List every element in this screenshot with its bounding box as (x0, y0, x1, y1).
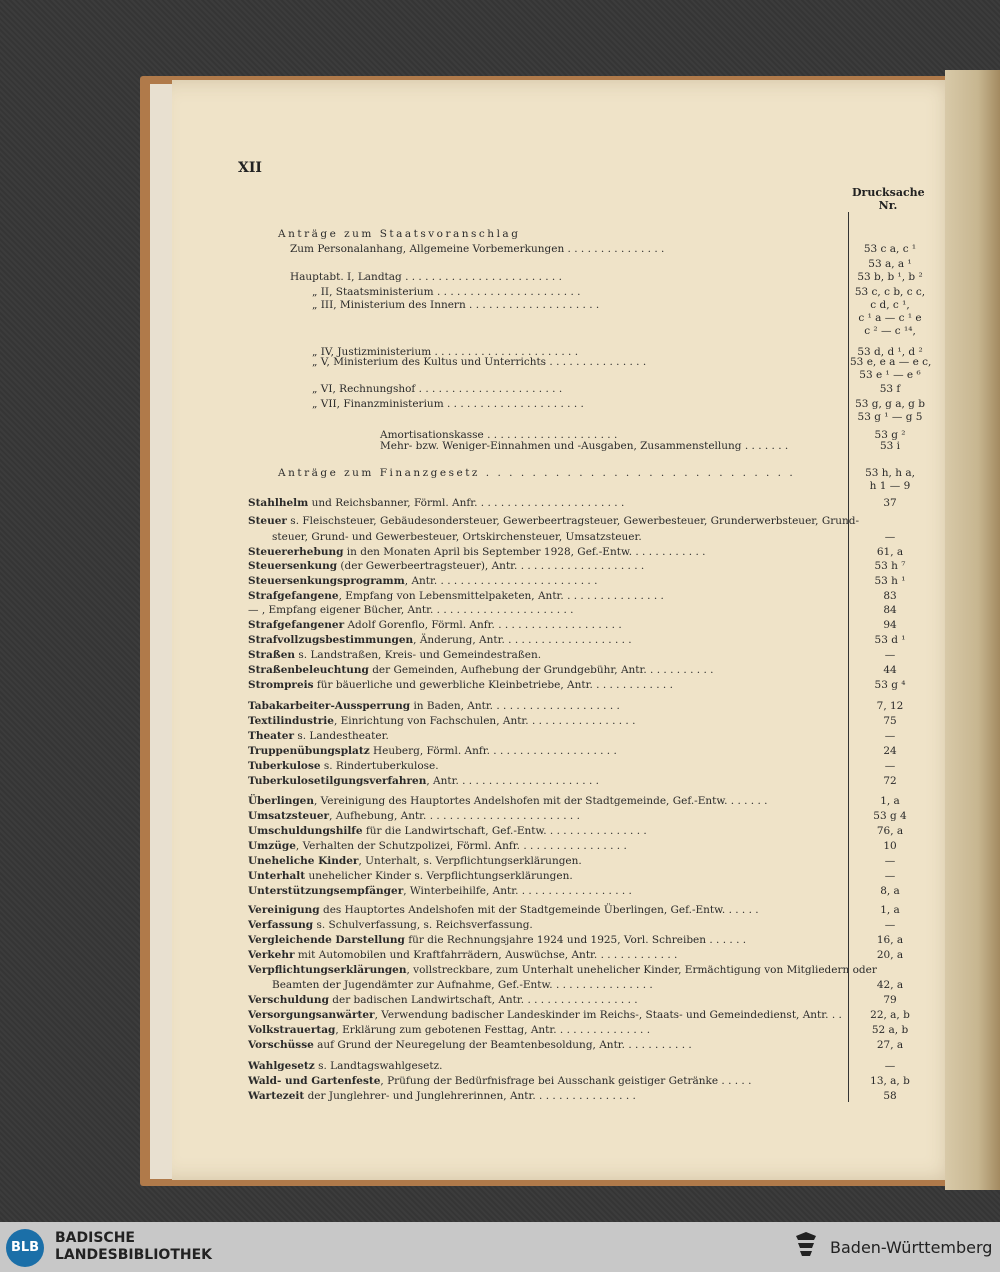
index-row (0, 228, 1000, 243)
entry-number: 20, a (876, 949, 904, 961)
entry-number: 1, a (880, 904, 900, 916)
entry-number: 83 (883, 590, 897, 602)
index-row (0, 649, 1000, 664)
entry-number: — (884, 919, 896, 931)
entry-text: Straßen s. Landstraßen, Kreis- und Gemeindestraßen. (248, 649, 542, 661)
index-row (0, 634, 1000, 649)
index-row (0, 855, 1000, 870)
entry-number: — (884, 870, 896, 882)
index-row (0, 383, 1000, 398)
entry-text: Steuersenkungsprogramm, Antr. . . . . . . . . . . . . . . . . . . . . . . . . (248, 575, 598, 587)
entry-text: Umschuldungshilfe für die Landwirtschaft, Gef.-Entw. . . . . . . . . . . . . . . . (248, 825, 647, 837)
entry-number: 52 a, b (871, 1024, 909, 1036)
entry-number: — (884, 730, 896, 742)
index-row (0, 440, 1000, 455)
index-row (0, 904, 1000, 919)
index-row (0, 934, 1000, 949)
entry-text: Hauptabt. I, Landtag . . . . . . . . . . . . . . . . . . . . . . . . (290, 271, 562, 283)
entry-text: „ V, Ministerium des Kultus und Unterrichts . . . . . . . . . . . . . . . (312, 356, 647, 368)
entry-number: 24 (883, 745, 897, 757)
entry-number: 53 g, g a, g b (855, 398, 925, 410)
entry-number: — (884, 649, 896, 661)
entry-text: Truppenübungsplatz Heuberg, Förml. Anfr. . . . . . . . . . . . . . . . . . . . (248, 745, 617, 757)
entry-text: „ VII, Finanzministerium . . . . . . . . . . . . . . . . . . . . . (312, 398, 584, 410)
index-row (0, 715, 1000, 730)
index-row (0, 919, 1000, 934)
entry-number: 53 g 4 (873, 810, 907, 822)
entry-text: Stahlhelm und Reichsbanner, Förml. Anfr. . . . . . . . . . . . . . . . . . . . . . . (248, 497, 625, 509)
entry-number: 53 b, b ¹, b ² (857, 271, 923, 283)
entry-text: Umzüge, Verhalten der Schutzpolizei, Förml. Anfr. . . . . . . . . . . . . . . . . (248, 840, 627, 852)
entry-text: Vorschüsse auf Grund der Neuregelung der Beamtenbesoldung, Antr. . . . . . . . . . . (248, 1039, 692, 1051)
entry-text: Wahlgesetz s. Landtagswahlgesetz. (248, 1060, 443, 1072)
entry-number: 53 c, c b, c c, (854, 286, 926, 298)
index-row (0, 1075, 1000, 1090)
entry-number: 53 c a, c ¹ (863, 243, 917, 255)
index-row (0, 1090, 1000, 1105)
entry-number: 53 h, h a, (865, 467, 915, 479)
entry-number: — (884, 1060, 896, 1072)
index-row (0, 795, 1000, 810)
index-row (0, 810, 1000, 825)
index-row (0, 515, 1000, 530)
index-row (0, 679, 1000, 694)
entry-number: 61, a (876, 546, 904, 558)
page-number: XII (238, 160, 262, 176)
entry-number: 7, 12 (876, 700, 904, 712)
index-row (0, 243, 1000, 258)
entry-number: c ² — c ¹⁴, (864, 325, 916, 337)
index-row (0, 840, 1000, 855)
entry-text: Verfassung s. Schulverfassung, s. Reichsverfassung. (248, 919, 533, 931)
index-row (0, 560, 1000, 575)
entry-text: Theater s. Landestheater. (248, 730, 389, 742)
entry-number: 53 a, a ¹ (868, 258, 912, 270)
entry-number: 53 d ¹ (874, 634, 906, 646)
index-row (0, 497, 1000, 512)
entry-text: Tabakarbeiter-Aussperrung in Baden, Antr. . . . . . . . . . . . . . . . . . . . (248, 700, 620, 712)
index-row (0, 271, 1000, 286)
entry-text: Beamten der Jugendämter zur Aufnahme, Gef.-Entw. . . . . . . . . . . . . . . . (272, 979, 653, 991)
entry-number: 37 (883, 497, 897, 509)
entry-text: Umsatzsteuer, Aufhebung, Antr. . . . . . . . . . . . . . . . . . . . . . . . (248, 810, 580, 822)
index-row (0, 1024, 1000, 1039)
entry-number: 53 e ¹ — e ⁶ (859, 369, 921, 381)
index-row (0, 1060, 1000, 1075)
index-row (0, 775, 1000, 790)
entry-number: — (884, 531, 896, 543)
entry-text: Steuersenkung (der Gewerbeertragsteuer), Antr. . . . . . . . . . . . . . . . . . . . (248, 560, 645, 572)
entry-number: 53 h ¹ (874, 575, 906, 587)
coat-of-arms-icon (792, 1230, 820, 1264)
index-row (0, 979, 1000, 994)
index-row (0, 964, 1000, 979)
entry-number: 53 g ⁴ (874, 679, 906, 691)
entry-number: 53 g ² (874, 429, 906, 441)
entry-text: Unterstützungsempfänger, Winterbeihilfe, Antr. . . . . . . . . . . . . . . . . . (248, 885, 632, 897)
entry-number: 22, a, b (870, 1009, 910, 1021)
entry-number: 8, a (880, 885, 900, 897)
entry-number: 75 (883, 715, 897, 727)
entry-text: Strafgefangene, Empfang von Lebensmittelpaketen, Antr. . . . . . . . . . . . . . . . (248, 590, 664, 602)
index-row (0, 546, 1000, 561)
entry-text: Strompreis für bäuerliche und gewerbliche Kleinbetriebe, Antr. . . . . . . . . . . . . (248, 679, 673, 691)
index-row (0, 1009, 1000, 1024)
index-row (0, 664, 1000, 679)
entry-number: 76, a (876, 825, 904, 837)
entry-text: Verschuldung der badischen Landwirtschaft, Antr. . . . . . . . . . . . . . . . . . (248, 994, 638, 1006)
entry-number: c d, c ¹, (870, 299, 910, 311)
index-row (0, 1039, 1000, 1054)
index-row (0, 325, 1000, 340)
library-name[interactable]: BADISCHE LANDESBIBLIOTHEK (55, 1230, 213, 1263)
entry-text: Wald- und Gartenfeste, Prüfung der Bedürfnisfrage bei Ausschank geistiger Getränke . . . . . (248, 1075, 752, 1087)
column-header-line2: Nr. (878, 199, 898, 212)
entry-number: 53 d, d ¹, d ² (857, 346, 923, 358)
entry-number: 53 e, e a — e c, (850, 356, 932, 368)
entry-text: Mehr- bzw. Weniger-Einnahmen und -Ausgaben, Zusammenstellung . . . . . . . (380, 440, 789, 452)
entry-text: Vereinigung des Hauptortes Andelshofen mit der Stadtgemeinde Überlingen, Gef.-Entw. . . . . . (248, 904, 759, 916)
index-row (0, 590, 1000, 605)
entry-text: Unterhalt unehelicher Kinder s. Verpflichtungserklärungen. (248, 870, 573, 882)
entry-number: 53 h ⁷ (874, 560, 906, 572)
entry-number: 53 g ¹ — g 5 (857, 411, 923, 423)
column-header-line1: Drucksache (852, 186, 925, 199)
entry-text: „ VI, Rechnungshof . . . . . . . . . . . . . . . . . . . . . . (312, 383, 563, 395)
index-row (0, 531, 1000, 546)
entry-number: 1, a (880, 795, 900, 807)
entry-number: 13, a, b (870, 1075, 910, 1087)
entry-number: 10 (883, 840, 897, 852)
entry-text: Tuberkulosetilgungsverfahren, Antr. . . . . . . . . . . . . . . . . . . . . . (248, 775, 599, 787)
entry-number: h 1 — 9 (869, 480, 911, 492)
index-row (0, 369, 1000, 384)
entry-text: Überlingen, Vereinigung des Hauptortes Andelshofen mit der Stadtgemeinde, Gef.-Entw. . . . . . . (248, 795, 768, 807)
entry-number: 79 (883, 994, 897, 1006)
entry-number: 16, a (876, 934, 904, 946)
index-row (0, 411, 1000, 426)
entry-text: Zum Personalanhang, Allgemeine Vorbemerkungen . . . . . . . . . . . . . . . (290, 243, 665, 255)
entry-number: 27, a (876, 1039, 904, 1051)
entry-text: Volkstrauertag, Erklärung zum gebotenen Festtag, Antr. . . . . . . . . . . . . . . (248, 1024, 651, 1036)
entry-text: „ IV, Justizministerium . . . . . . . . . . . . . . . . . . . . . . (312, 346, 579, 358)
entry-text: Verkehr mit Automobilen und Kraftfahrrädern, Auswüchse, Antr. . . . . . . . . . . . . (248, 949, 678, 961)
index-row (0, 994, 1000, 1009)
library-logo[interactable]: BLB (6, 1229, 44, 1267)
entry-text: Uneheliche Kinder, Unterhalt, s. Verpflichtungserklärungen. (248, 855, 582, 867)
entry-number: 84 (883, 604, 897, 616)
entry-text: Anträge zum Staatsvoranschlag (278, 228, 521, 240)
entry-number: — (884, 855, 896, 867)
entry-text: Straßenbeleuchtung der Gemeinden, Aufhebung der Grundgebühr, Antr. . . . . . . . . . . (248, 664, 714, 676)
entry-number: c ¹ a — c ¹ e (858, 312, 922, 324)
index-row (0, 700, 1000, 715)
entry-number: 53 f (879, 383, 901, 395)
entry-number: 72 (883, 775, 897, 787)
entry-number: 94 (883, 619, 897, 631)
entry-text: Verpflichtungserklärungen, vollstreckbare, zum Unterhalt unehelicher Kinder, Ermächtigung von Mitgliedern oder (248, 964, 877, 976)
index-row (0, 619, 1000, 634)
index-row (0, 885, 1000, 900)
index-row (0, 730, 1000, 745)
entry-text: Versorgungsanwärter, Verwendung badischer Landeskinder im Reichs-, Staats- und Gemeindedienst, Antr. . . (248, 1009, 842, 1021)
index-row (0, 604, 1000, 619)
entry-number: — (884, 760, 896, 772)
entry-text: Steuer s. Fleischsteuer, Gebäudesondersteuer, Gewerbeertragsteuer, Gewerbesteuer, Grunderwerbsteuer, Grund- (248, 515, 860, 527)
entry-text: Strafgefangener Adolf Gorenflo, Förml. Anfr. . . . . . . . . . . . . . . . . . . . (248, 619, 622, 631)
entry-number: 42, a (876, 979, 904, 991)
entry-number: 58 (883, 1090, 897, 1102)
entry-text: Wartezeit der Junglehrer- und Junglehrerinnen, Antr. . . . . . . . . . . . . . . . (248, 1090, 636, 1102)
entry-text: Anträge zum Finanzgesetz . . . . . . . . . . . . . . . . . . . . . . . . . . . (278, 467, 796, 479)
entry-text: „ II, Staatsministerium . . . . . . . . . . . . . . . . . . . . . . (312, 286, 581, 298)
index-row (0, 745, 1000, 760)
index-row (0, 870, 1000, 885)
index-row (0, 575, 1000, 590)
entry-text: Textilindustrie, Einrichtung von Fachschulen, Antr. . . . . . . . . . . . . . . . . (248, 715, 636, 727)
entry-text: Tuberkulose s. Rindertuberkulose. (248, 760, 439, 772)
entry-text: — , Empfang eigener Bücher, Antr. . . . . . . . . . . . . . . . . . . . . . (248, 604, 574, 616)
entry-text: Amortisationskasse . . . . . . . . . . . . . . . . . . . . (380, 429, 618, 441)
entry-number: 44 (883, 664, 897, 676)
entry-text: Strafvollzugsbestimmungen, Änderung, Antr. . . . . . . . . . . . . . . . . . . . (248, 634, 632, 646)
index-row (0, 480, 1000, 495)
state-logo-text[interactable]: Baden-Württemberg (830, 1238, 993, 1257)
entry-text: Vergleichende Darstellung für die Rechnungsjahre 1924 und 1925, Vorl. Schreiben . . . . . . (248, 934, 747, 946)
entry-text: „ III, Ministerium des Innern . . . . . . . . . . . . . . . . . . . . (312, 299, 600, 311)
entry-text: Steuererhebung in den Monaten April bis September 1928, Gef.-Entw. . . . . . . . . . . . (248, 546, 706, 558)
index-row (0, 760, 1000, 775)
index-row (0, 949, 1000, 964)
entry-number: 53 i (879, 440, 901, 452)
index-row (0, 825, 1000, 840)
entry-text: steuer, Grund- und Gewerbesteuer, Ortskirchensteuer, Umsatzsteuer. (272, 531, 642, 543)
